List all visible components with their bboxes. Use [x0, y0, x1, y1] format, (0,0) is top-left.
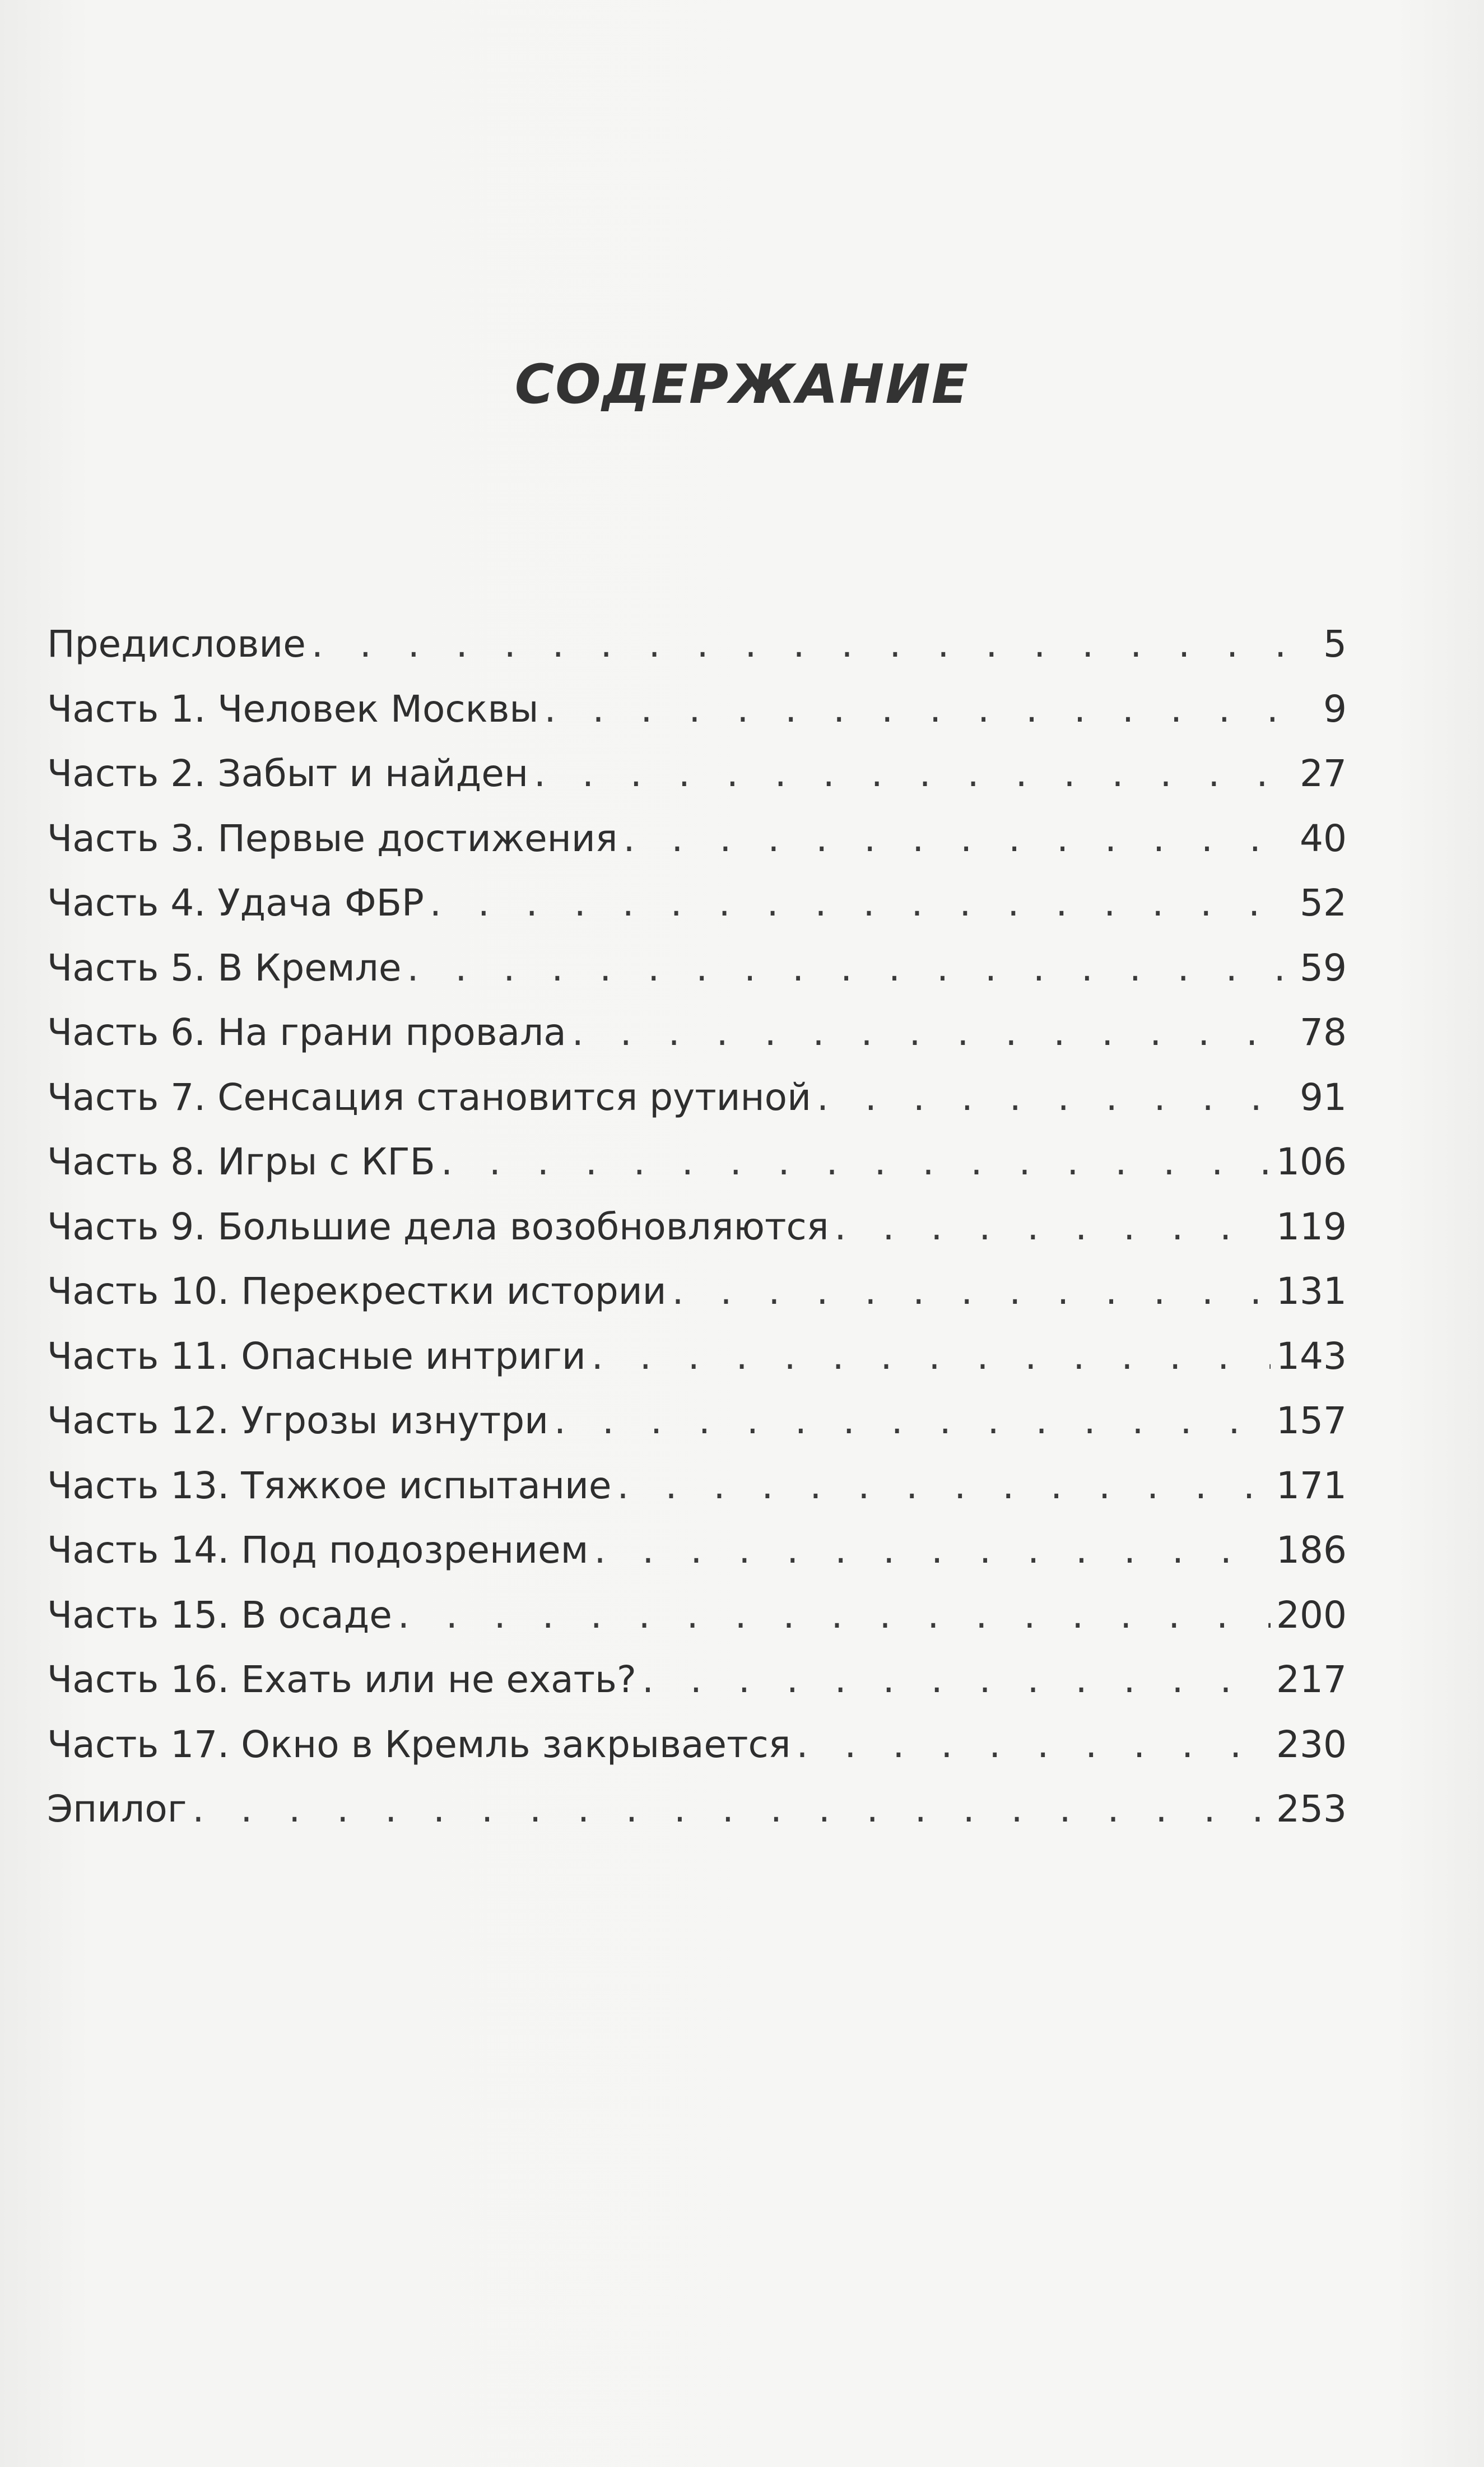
toc-entry	[47, 806, 1347, 871]
toc-entry-title: Часть 12. Угрозы изнутри	[47, 1399, 549, 1442]
toc-entry-title: Часть 17. Окно в Кремль закрывается	[47, 1722, 791, 1766]
toc-entry-title: Часть 5. В Кремле	[47, 946, 402, 989]
toc-entry	[47, 1388, 1347, 1453]
toc-entry-title: Предисловие	[47, 622, 306, 666]
toc-dot-leader	[594, 1518, 1271, 1583]
toc-dot-leader	[554, 1388, 1271, 1453]
toc-dot-leader	[430, 871, 1294, 936]
toc-entry	[47, 1583, 1347, 1648]
toc-dot-leader	[311, 612, 1318, 677]
toc-entry	[47, 1130, 1347, 1195]
toc-page-number: 131	[1276, 1270, 1347, 1313]
toc-page-number: 143	[1276, 1334, 1347, 1378]
toc-entry	[47, 1647, 1347, 1712]
toc-entry-title: Часть 16. Ехать или не ехать?	[47, 1658, 636, 1701]
toc-dot-leader	[642, 1647, 1271, 1712]
toc-entry-title: Часть 11. Опасные интриги	[47, 1334, 586, 1378]
toc-entry	[47, 871, 1347, 936]
toc-page-number: 200	[1276, 1593, 1347, 1637]
toc-page-number: 230	[1276, 1722, 1347, 1766]
toc-page-number: 40	[1300, 816, 1347, 860]
toc-entry-title: Часть 6. На грани провала	[47, 1011, 566, 1054]
toc-entry-title: Часть 15. В осаде	[47, 1593, 392, 1637]
toc-dot-leader	[623, 806, 1294, 871]
toc-entry-title: Часть 10. Перекрестки истории	[47, 1270, 667, 1313]
toc-entry	[47, 1712, 1347, 1777]
toc-entry	[47, 1065, 1347, 1130]
toc-page-number: 119	[1276, 1205, 1347, 1248]
toc-entry	[47, 1000, 1347, 1065]
toc-page-number: 253	[1276, 1787, 1347, 1830]
toc-entry-title: Эпилог	[47, 1787, 187, 1830]
toc-dot-leader	[192, 1777, 1271, 1842]
toc-entry	[47, 741, 1347, 806]
toc-entry-title: Часть 2. Забыт и найден	[47, 752, 528, 795]
toc-dot-leader	[407, 936, 1294, 1001]
toc-page-number: 59	[1300, 946, 1347, 989]
toc-dot-leader	[592, 1324, 1271, 1389]
toc-page-number: 91	[1300, 1075, 1347, 1119]
toc-page-number: 78	[1300, 1011, 1347, 1054]
toc-dot-leader	[534, 741, 1294, 806]
toc-entry	[47, 1259, 1347, 1324]
table-of-contents	[47, 612, 1347, 1842]
toc-dot-leader	[796, 1712, 1271, 1777]
toc-dot-leader	[545, 677, 1318, 742]
toc-page-number: 157	[1276, 1399, 1347, 1442]
toc-page-number: 217	[1276, 1658, 1347, 1701]
toc-page-number: 52	[1300, 881, 1347, 924]
toc-page-number: 9	[1323, 687, 1347, 731]
toc-entry	[47, 1453, 1347, 1518]
toc-page-number: 106	[1276, 1140, 1347, 1183]
toc-page-number: 5	[1323, 622, 1347, 666]
toc-page-number: 27	[1300, 752, 1347, 795]
page-title: СОДЕРЖАНИЕ	[514, 353, 970, 416]
toc-dot-leader	[617, 1453, 1271, 1518]
toc-entry-title: Часть 13. Тяжкое испытание	[47, 1464, 612, 1507]
toc-dot-leader	[834, 1195, 1271, 1260]
toc-entry	[47, 1518, 1347, 1583]
toc-entry-title: Часть 4. Удача ФБР	[47, 881, 424, 924]
toc-entry-title: Часть 3. Первые достижения	[47, 816, 618, 860]
toc-entry	[47, 677, 1347, 742]
toc-entry-title: Часть 9. Большие дела возобновляются	[47, 1205, 829, 1248]
toc-dot-leader	[441, 1130, 1271, 1195]
toc-dot-leader	[572, 1000, 1294, 1065]
toc-entry-title: Часть 14. Под подозрением	[47, 1528, 589, 1572]
toc-page-number: 171	[1276, 1464, 1347, 1507]
toc-page-number: 186	[1276, 1528, 1347, 1572]
toc-entry-title: Часть 7. Сенсация становится рутиной	[47, 1075, 811, 1119]
toc-entry-title: Часть 1. Человек Москвы	[47, 687, 539, 731]
toc-entry	[47, 1324, 1347, 1389]
toc-dot-leader	[398, 1583, 1271, 1648]
toc-entry	[47, 936, 1347, 1001]
toc-dot-leader	[672, 1259, 1271, 1324]
toc-entry-title: Часть 8. Игры с КГБ	[47, 1140, 435, 1183]
toc-dot-leader	[817, 1065, 1294, 1130]
toc-entry	[47, 612, 1347, 677]
toc-entry	[47, 1777, 1347, 1842]
toc-entry	[47, 1195, 1347, 1260]
